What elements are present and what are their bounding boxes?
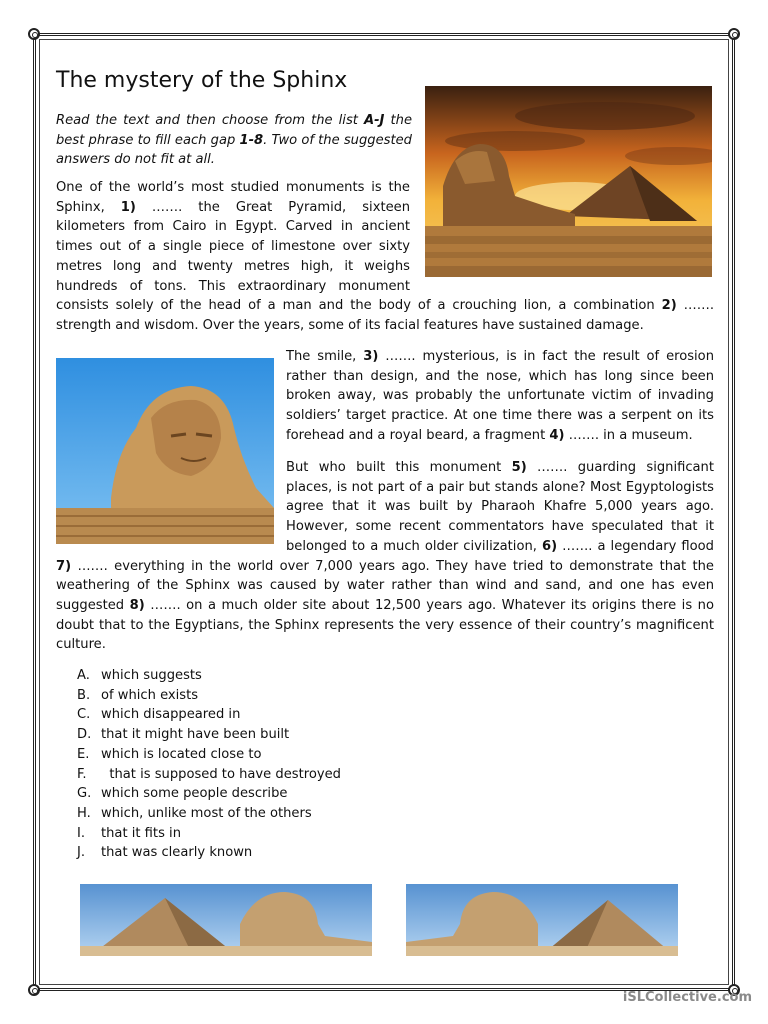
pyramid-sphinx-photo-left xyxy=(80,884,372,956)
pyramid-sphinx-photo-right xyxy=(406,884,678,956)
corner-ornament-icon xyxy=(28,28,40,40)
option-i xyxy=(77,824,341,844)
gap-5-number: 5) xyxy=(511,460,527,475)
option-f xyxy=(77,765,341,785)
sphinx-sunset-photo xyxy=(425,86,712,277)
option-j xyxy=(77,843,341,863)
option-letter: C. xyxy=(77,707,91,723)
option-letter: E. xyxy=(77,746,90,762)
option-text: that was clearly known xyxy=(101,845,253,861)
option-letter: D. xyxy=(77,727,92,743)
corner-ornament-icon xyxy=(28,984,40,996)
gap-1-number: 1) xyxy=(120,199,136,215)
gap-8-number: 8) xyxy=(129,597,145,613)
answer-options-list xyxy=(77,666,341,863)
option-d xyxy=(77,725,341,745)
instr-text: Read the text and then choose from the list xyxy=(56,113,364,128)
sphinx-face-photo xyxy=(56,358,274,544)
option-text: of which exists xyxy=(101,687,199,703)
option-letter: H. xyxy=(77,805,91,821)
option-b xyxy=(77,686,341,706)
text: ……. guarding significant places, is not part of a pair but stands alone? Most Egyptologists agree that it was built by Pharaoh Khafre 5,000 years ago. However, some recent commentators have speculated that it belonged to a much older civilization, xyxy=(286,460,714,554)
option-text: which some people describe xyxy=(101,786,288,802)
page-title: The mystery of the Sphinx xyxy=(56,68,348,93)
option-letter: A. xyxy=(77,668,90,683)
option-a xyxy=(77,666,341,686)
corner-ornament-icon xyxy=(728,28,740,40)
instr-range-gaps: 1-8 xyxy=(239,132,264,148)
text: ……. the Great Pyramid, sixteen kilometers from Cairo in Egypt. Carved in ancient times out of a single piece of limestone over sixty metres long and twenty metres high, it weighs hundreds of tons. This extraordinary monument consists solely of the head of a man and the body of a crouching lion, a combination xyxy=(56,199,662,314)
option-text: that it might have been built xyxy=(101,727,290,743)
gap-7-number: 7) xyxy=(56,558,72,574)
text: ……. in a museum. xyxy=(564,427,693,443)
gap-3-number: 3) xyxy=(363,349,379,364)
text: One of the world’s most studied monuments is the Sphinx, xyxy=(56,180,410,215)
option-text: that it fits in xyxy=(101,825,181,841)
option-text: which suggests xyxy=(101,668,202,683)
option-letter: B. xyxy=(77,687,91,703)
option-g xyxy=(77,784,341,804)
option-text: which, unlike most of the others xyxy=(101,805,312,821)
instr-text: the best phrase to fill each gap xyxy=(56,113,412,148)
instructions xyxy=(56,111,412,170)
option-text: which is located close to xyxy=(101,746,262,762)
option-letter: G. xyxy=(77,786,92,802)
instr-text: . Two of the suggested answers do not fit at all. xyxy=(56,132,412,168)
text: ……. a legendary flood xyxy=(557,538,714,554)
text: The smile, xyxy=(286,349,364,364)
option-c xyxy=(77,705,341,725)
option-letter: I. xyxy=(77,825,86,841)
option-letter: J. xyxy=(77,845,86,861)
option-e xyxy=(77,745,341,765)
gap-6-number: 6) xyxy=(541,538,558,554)
text: ……. strength and wisdom. Over the years, some of its facial features have sustained damage. xyxy=(56,298,714,333)
instr-range-options: A-J xyxy=(363,113,385,128)
text: But who built this monument xyxy=(286,460,512,475)
site-watermark: iSLCollective.com xyxy=(622,990,752,1005)
option-letter: F. xyxy=(77,766,87,782)
text: ……. everything in the world over 7,000 years ago. They have tried to demonstrate that the weathering of the Sphinx was caused by water rather than wind and sand, and one has even suggested xyxy=(56,558,714,613)
option-h xyxy=(77,804,341,824)
gap-4-number: 4) xyxy=(549,427,565,443)
text: ……. on a much older site about 12,500 years ago. Whatever its origins there is no doubt that to the Egyptians, the Sphinx represents the very essence of their country’s magnificent culture. xyxy=(56,597,714,653)
text: ……. mysterious, is in fact the result of erosion rather than design, and the nose, which has long since been broken away, was probably the unfortunate victim of invading soldiers’ target practice. At one time there was a serpent on its forehead and a royal beard, a fragment xyxy=(286,349,714,443)
option-text: that is supposed to have destroyed xyxy=(101,766,341,782)
option-text: which disappeared in xyxy=(101,707,241,723)
gap-2-number: 2) xyxy=(661,298,677,314)
